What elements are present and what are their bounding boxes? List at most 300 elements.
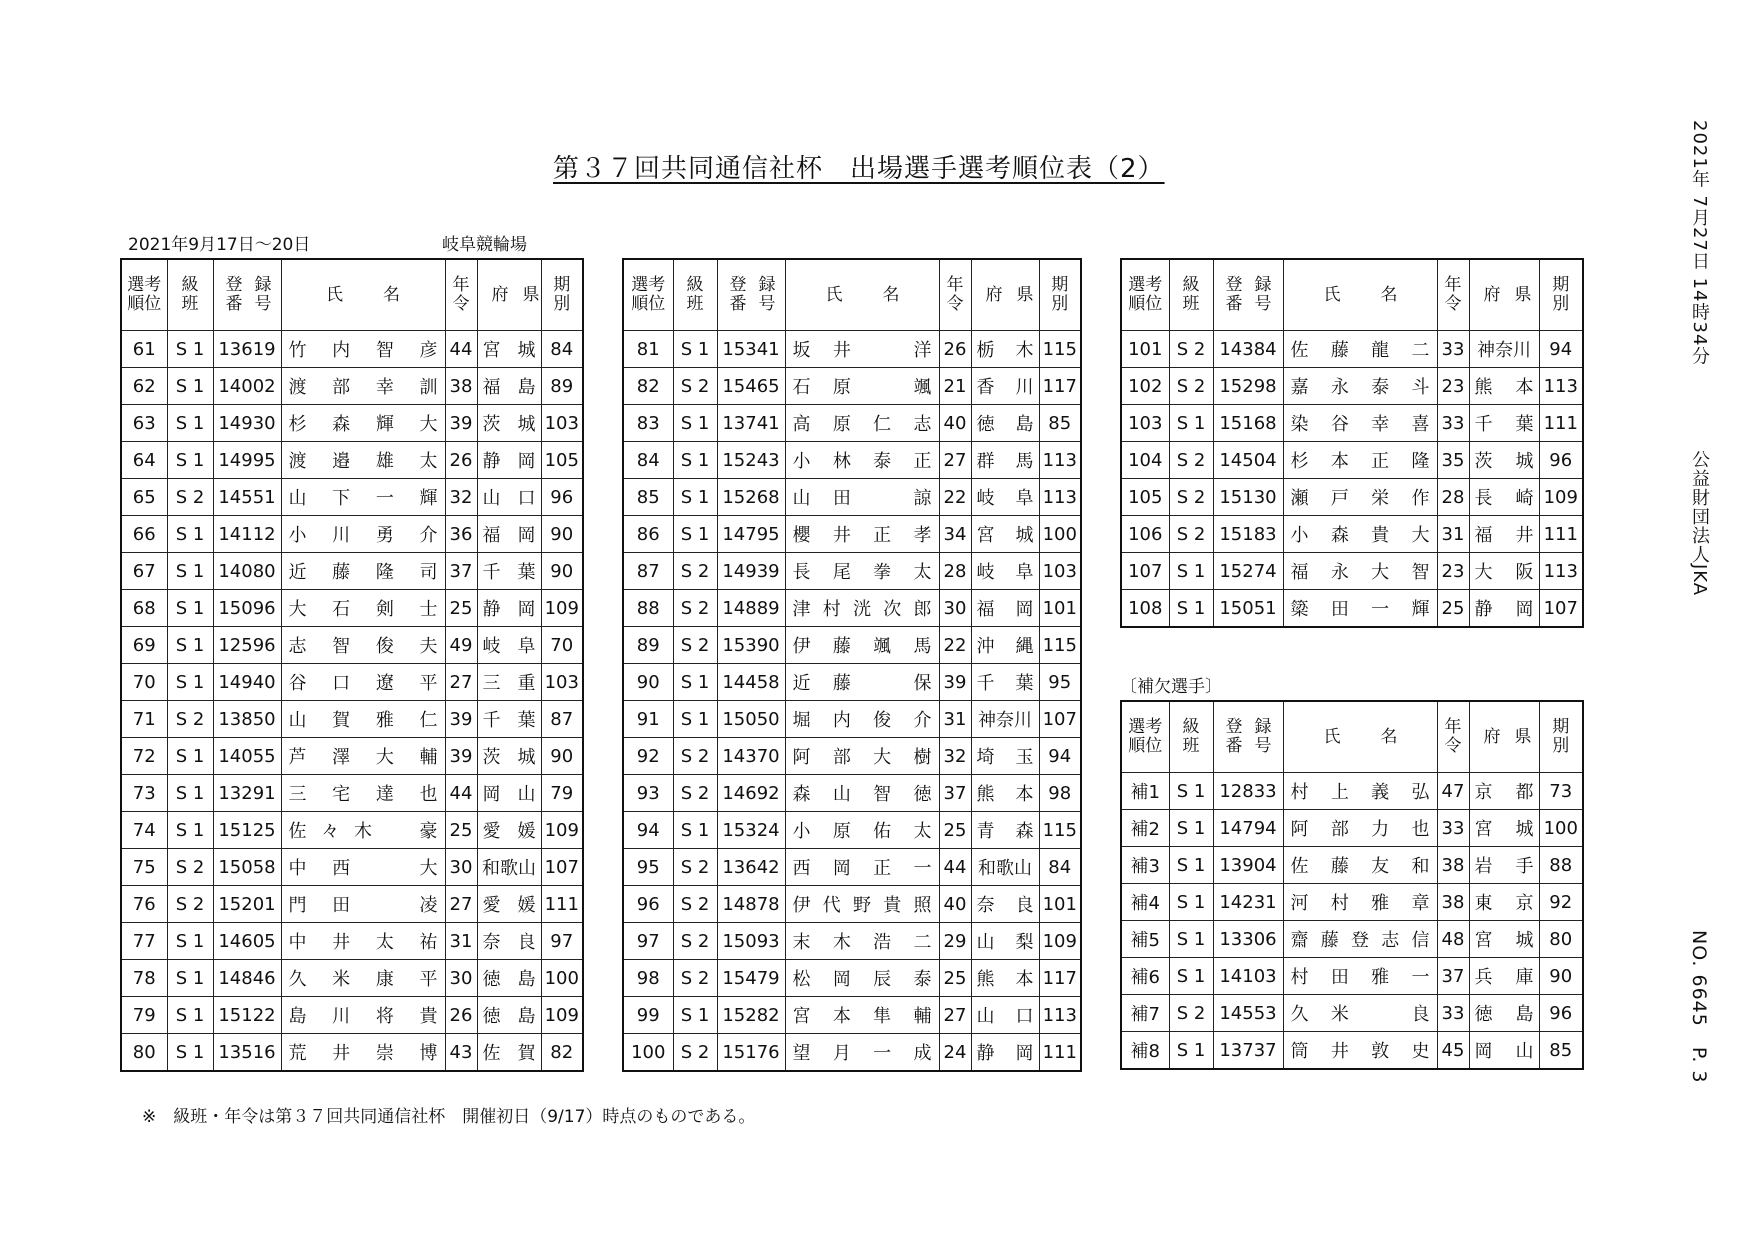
cell-term: 113 xyxy=(1039,997,1081,1034)
cell-rank: 102 xyxy=(1121,368,1169,405)
cell-name: 小森貴大 xyxy=(1283,516,1437,553)
cell-age: 32 xyxy=(939,738,971,775)
cell-age: 22 xyxy=(939,627,971,664)
cell-term: 107 xyxy=(541,849,583,886)
cell-rank: 103 xyxy=(1121,405,1169,442)
cell-term: 92 xyxy=(1539,884,1583,921)
table-row xyxy=(623,553,1081,590)
cell-rank: 92 xyxy=(623,738,673,775)
cell-name: 齋藤登志信 xyxy=(1283,921,1437,958)
cell-name: 渡部幸訓 xyxy=(281,368,445,405)
cell-prefecture: 静岡 xyxy=(971,1034,1039,1072)
cell-name: 堀内俊介 xyxy=(785,701,939,738)
cell-name: 門田 凌 xyxy=(281,886,445,923)
cell-rank: 98 xyxy=(623,960,673,997)
cell-prefecture: 香川 xyxy=(971,368,1039,405)
table-row xyxy=(1121,995,1583,1032)
cell-prefecture: 千葉 xyxy=(477,701,541,738)
cell-age: 25 xyxy=(939,960,971,997)
cell-age: 37 xyxy=(445,553,477,590)
cell-rank: 99 xyxy=(623,997,673,1034)
header-prefecture: 府県 xyxy=(1469,259,1539,331)
cell-age: 31 xyxy=(445,923,477,960)
cell-reg-number: 13516 xyxy=(213,1034,281,1072)
cell-prefecture: 奈良 xyxy=(971,886,1039,923)
cell-rank: 補3 xyxy=(1121,847,1169,884)
cell-rank: 65 xyxy=(121,479,167,516)
header-name: 氏名 xyxy=(1283,259,1437,331)
cell-class: S 1 xyxy=(673,442,717,479)
cell-class: S 1 xyxy=(167,516,213,553)
table-row xyxy=(121,775,583,812)
cell-prefecture: 神奈川 xyxy=(1469,331,1539,368)
cell-term: 88 xyxy=(1539,847,1583,884)
table-row xyxy=(623,701,1081,738)
cell-class: S 1 xyxy=(1169,1032,1213,1070)
cell-term: 117 xyxy=(1039,368,1081,405)
cell-name: 石原 颯 xyxy=(785,368,939,405)
table-row xyxy=(623,479,1081,516)
cell-rank: 69 xyxy=(121,627,167,664)
table-row xyxy=(623,405,1081,442)
cell-name: 近藤 保 xyxy=(785,664,939,701)
cell-age: 33 xyxy=(1437,995,1469,1032)
cell-class: S 1 xyxy=(673,479,717,516)
table-row xyxy=(623,849,1081,886)
cell-rank: 95 xyxy=(623,849,673,886)
cell-reg-number: 15093 xyxy=(717,923,785,960)
cell-prefecture: 千葉 xyxy=(477,553,541,590)
cell-age: 38 xyxy=(1437,847,1469,884)
header-reg-number: 登録 番号 xyxy=(1213,701,1283,773)
cell-reg-number: 15050 xyxy=(717,701,785,738)
header-term: 期 別 xyxy=(1539,259,1583,331)
table-row xyxy=(121,664,583,701)
header-name: 氏名 xyxy=(281,259,445,331)
table-row xyxy=(1121,479,1583,516)
cell-reg-number: 15282 xyxy=(717,997,785,1034)
header-prefecture: 府県 xyxy=(1469,701,1539,773)
cell-age: 23 xyxy=(1437,553,1469,590)
cell-term: 87 xyxy=(541,701,583,738)
cell-rank: 90 xyxy=(623,664,673,701)
cell-reg-number: 13904 xyxy=(1213,847,1283,884)
cell-class: S 1 xyxy=(167,812,213,849)
fax-page-number: NO. 6645 P. 3 xyxy=(1688,930,1710,1084)
cell-name: 渡邉雄太 xyxy=(281,442,445,479)
table-row xyxy=(121,1034,583,1072)
cell-age: 37 xyxy=(1437,958,1469,995)
cell-reg-number: 15176 xyxy=(717,1034,785,1072)
cell-age: 32 xyxy=(445,479,477,516)
header-class: 級 班 xyxy=(167,259,213,331)
cell-term: 109 xyxy=(541,590,583,627)
cell-term: 90 xyxy=(541,516,583,553)
cell-rank: 93 xyxy=(623,775,673,812)
cell-age: 23 xyxy=(1437,368,1469,405)
cell-name: 久米 良 xyxy=(1283,995,1437,1032)
cell-name: 瀬戸栄作 xyxy=(1283,479,1437,516)
cell-name: 山田 諒 xyxy=(785,479,939,516)
cell-name: 中西 大 xyxy=(281,849,445,886)
table-row xyxy=(121,590,583,627)
cell-reg-number: 14103 xyxy=(1213,958,1283,995)
cell-class: S 1 xyxy=(673,516,717,553)
cell-age: 33 xyxy=(1437,405,1469,442)
header-rank: 選考 順位 xyxy=(623,259,673,331)
table-row xyxy=(1121,331,1583,368)
cell-term: 70 xyxy=(541,627,583,664)
header-age: 年 令 xyxy=(1437,701,1469,773)
cell-prefecture: 栃木 xyxy=(971,331,1039,368)
cell-age: 26 xyxy=(445,442,477,479)
cell-class: S 2 xyxy=(167,849,213,886)
cell-prefecture: 福岡 xyxy=(477,516,541,553)
cell-rank: 補8 xyxy=(1121,1032,1169,1070)
header-reg-number: 登録 番号 xyxy=(1213,259,1283,331)
cell-class: S 2 xyxy=(167,886,213,923)
cell-age: 22 xyxy=(939,479,971,516)
cell-term: 109 xyxy=(1539,479,1583,516)
cell-class: S 1 xyxy=(167,331,213,368)
cell-term: 94 xyxy=(1039,738,1081,775)
cell-age: 37 xyxy=(939,775,971,812)
table-row xyxy=(121,627,583,664)
cell-class: S 2 xyxy=(1169,331,1213,368)
cell-term: 100 xyxy=(1539,810,1583,847)
cell-term: 100 xyxy=(541,960,583,997)
cell-prefecture: 宮城 xyxy=(971,516,1039,553)
cell-class: S 1 xyxy=(167,738,213,775)
table-row xyxy=(1121,553,1583,590)
cell-term: 111 xyxy=(1539,405,1583,442)
cell-rank: 66 xyxy=(121,516,167,553)
cell-name: 久米康平 xyxy=(281,960,445,997)
cell-rank: 84 xyxy=(623,442,673,479)
cell-term: 98 xyxy=(1039,775,1081,812)
cell-term: 109 xyxy=(541,812,583,849)
cell-name: 望月一成 xyxy=(785,1034,939,1072)
cell-rank: 補6 xyxy=(1121,958,1169,995)
cell-rank: 106 xyxy=(1121,516,1169,553)
cell-age: 34 xyxy=(939,516,971,553)
cell-age: 26 xyxy=(445,997,477,1034)
cell-term: 113 xyxy=(1539,553,1583,590)
table-row xyxy=(1121,847,1583,884)
cell-prefecture: 熊本 xyxy=(971,960,1039,997)
cell-term: 85 xyxy=(1539,1032,1583,1070)
cell-reg-number: 15465 xyxy=(717,368,785,405)
cell-class: S 2 xyxy=(673,923,717,960)
table-row xyxy=(1121,590,1583,628)
cell-rank: 100 xyxy=(623,1034,673,1072)
cell-reg-number: 14795 xyxy=(717,516,785,553)
cell-term: 73 xyxy=(1539,773,1583,810)
cell-term: 101 xyxy=(1039,590,1081,627)
cell-name: 嘉永泰斗 xyxy=(1283,368,1437,405)
cell-reg-number: 15268 xyxy=(717,479,785,516)
cell-prefecture: 徳島 xyxy=(1469,995,1539,1032)
cell-age: 31 xyxy=(939,701,971,738)
cell-rank: 104 xyxy=(1121,442,1169,479)
cell-rank: 70 xyxy=(121,664,167,701)
cell-term: 84 xyxy=(1039,849,1081,886)
table-row xyxy=(121,960,583,997)
cell-age: 44 xyxy=(445,331,477,368)
cell-class: S 2 xyxy=(673,886,717,923)
cell-name: 簗田一輝 xyxy=(1283,590,1437,628)
cell-name: 荒井崇博 xyxy=(281,1034,445,1072)
cell-prefecture: 山口 xyxy=(477,479,541,516)
cell-reg-number: 15274 xyxy=(1213,553,1283,590)
cell-class: S 1 xyxy=(167,553,213,590)
table-row xyxy=(1121,958,1583,995)
cell-name: 村田雅一 xyxy=(1283,958,1437,995)
header-reg-number: 登録 番号 xyxy=(213,259,281,331)
cell-prefecture: 岐阜 xyxy=(971,553,1039,590)
cell-rank: 77 xyxy=(121,923,167,960)
cell-reg-number: 14551 xyxy=(213,479,281,516)
cell-rank: 補7 xyxy=(1121,995,1169,1032)
cell-term: 115 xyxy=(1039,331,1081,368)
cell-class: S 1 xyxy=(167,368,213,405)
cell-term: 79 xyxy=(541,775,583,812)
cell-reg-number: 15122 xyxy=(213,997,281,1034)
cell-rank: 105 xyxy=(1121,479,1169,516)
cell-name: 福永大智 xyxy=(1283,553,1437,590)
cell-term: 105 xyxy=(541,442,583,479)
cell-reg-number: 15298 xyxy=(1213,368,1283,405)
header-rank: 選考 順位 xyxy=(1121,259,1169,331)
table-row xyxy=(121,812,583,849)
cell-prefecture: 熊本 xyxy=(1469,368,1539,405)
header-prefecture: 府県 xyxy=(477,259,541,331)
cell-reg-number: 15243 xyxy=(717,442,785,479)
cell-prefecture: 山口 xyxy=(971,997,1039,1034)
cell-term: 82 xyxy=(541,1034,583,1072)
table-row xyxy=(623,442,1081,479)
cell-reg-number: 12833 xyxy=(1213,773,1283,810)
cell-prefecture: 和歌山 xyxy=(971,849,1039,886)
cell-name: 三宅達也 xyxy=(281,775,445,812)
cell-rank: 補1 xyxy=(1121,773,1169,810)
cell-prefecture: 宮城 xyxy=(1469,921,1539,958)
cell-age: 38 xyxy=(445,368,477,405)
cell-age: 49 xyxy=(445,627,477,664)
cell-reg-number: 14995 xyxy=(213,442,281,479)
table-row xyxy=(1121,1032,1583,1070)
cell-reg-number: 15390 xyxy=(717,627,785,664)
cell-prefecture: 奈良 xyxy=(477,923,541,960)
ranking-table-101-108 xyxy=(1120,258,1584,628)
table-row xyxy=(121,923,583,960)
cell-term: 115 xyxy=(1039,812,1081,849)
table-row xyxy=(623,997,1081,1034)
cell-prefecture: 岡山 xyxy=(1469,1032,1539,1070)
cell-class: S 2 xyxy=(1169,442,1213,479)
cell-name: 志智俊夫 xyxy=(281,627,445,664)
cell-class: S 1 xyxy=(1169,590,1213,628)
cell-rank: 97 xyxy=(623,923,673,960)
cell-class: S 1 xyxy=(673,331,717,368)
cell-rank: 85 xyxy=(623,479,673,516)
table-row xyxy=(1121,884,1583,921)
header-class: 級 班 xyxy=(1169,259,1213,331)
cell-age: 44 xyxy=(939,849,971,886)
cell-name: 小川勇介 xyxy=(281,516,445,553)
cell-prefecture: 沖縄 xyxy=(971,627,1039,664)
cell-prefecture: 徳島 xyxy=(477,997,541,1034)
header-class: 級 班 xyxy=(673,259,717,331)
cell-rank: 101 xyxy=(1121,331,1169,368)
cell-rank: 75 xyxy=(121,849,167,886)
table-row xyxy=(121,886,583,923)
cell-age: 40 xyxy=(939,886,971,923)
table-row xyxy=(623,923,1081,960)
cell-age: 29 xyxy=(939,923,971,960)
cell-class: S 1 xyxy=(673,701,717,738)
cell-name: 小林泰正 xyxy=(785,442,939,479)
cell-prefecture: 青森 xyxy=(971,812,1039,849)
cell-reg-number: 14939 xyxy=(717,553,785,590)
header-age: 年 令 xyxy=(939,259,971,331)
header-name: 氏名 xyxy=(785,259,939,331)
cell-term: 103 xyxy=(541,664,583,701)
table-row xyxy=(623,627,1081,664)
cell-reg-number: 14231 xyxy=(1213,884,1283,921)
cell-rank: 91 xyxy=(623,701,673,738)
table-row xyxy=(623,1034,1081,1072)
cell-term: 90 xyxy=(541,553,583,590)
cell-name: 杉本正隆 xyxy=(1283,442,1437,479)
table-row xyxy=(623,812,1081,849)
cell-prefecture: 福井 xyxy=(1469,516,1539,553)
cell-reg-number: 14370 xyxy=(717,738,785,775)
cell-rank: 88 xyxy=(623,590,673,627)
table-header-row xyxy=(1121,259,1583,331)
table-row xyxy=(623,738,1081,775)
cell-name: 山賀雅仁 xyxy=(281,701,445,738)
cell-class: S 2 xyxy=(1169,479,1213,516)
cell-age: 40 xyxy=(939,405,971,442)
cell-age: 43 xyxy=(445,1034,477,1072)
cell-age: 27 xyxy=(939,442,971,479)
cell-age: 27 xyxy=(445,664,477,701)
table-row xyxy=(623,664,1081,701)
cell-rank: 94 xyxy=(623,812,673,849)
cell-rank: 64 xyxy=(121,442,167,479)
cell-reg-number: 15168 xyxy=(1213,405,1283,442)
cell-rank: 83 xyxy=(623,405,673,442)
cell-rank: 73 xyxy=(121,775,167,812)
cell-name: 山下一輝 xyxy=(281,479,445,516)
header-age: 年 令 xyxy=(445,259,477,331)
table-row xyxy=(623,775,1081,812)
cell-term: 95 xyxy=(1039,664,1081,701)
table-row xyxy=(121,701,583,738)
cell-reg-number: 15130 xyxy=(1213,479,1283,516)
cell-age: 39 xyxy=(939,664,971,701)
fax-timestamp: 2021年 7月27日 14時34分 xyxy=(1689,120,1710,366)
cell-term: 111 xyxy=(1539,516,1583,553)
table-row xyxy=(1121,810,1583,847)
cell-age: 35 xyxy=(1437,442,1469,479)
cell-name: 中井太祐 xyxy=(281,923,445,960)
cell-class: S 1 xyxy=(167,590,213,627)
table-row xyxy=(623,331,1081,368)
cell-rank: 補4 xyxy=(1121,884,1169,921)
cell-prefecture: 宮城 xyxy=(477,331,541,368)
cell-name: 大石剣士 xyxy=(281,590,445,627)
cell-age: 47 xyxy=(1437,773,1469,810)
cell-reg-number: 14384 xyxy=(1213,331,1283,368)
cell-age: 36 xyxy=(445,516,477,553)
cell-prefecture: 愛媛 xyxy=(477,812,541,849)
cell-reg-number: 13291 xyxy=(213,775,281,812)
cell-class: S 1 xyxy=(673,997,717,1034)
header-rank: 選考 順位 xyxy=(1121,701,1169,773)
cell-term: 90 xyxy=(541,738,583,775)
table-row xyxy=(121,849,583,886)
cell-reg-number: 15051 xyxy=(1213,590,1283,628)
cell-class: S 2 xyxy=(673,849,717,886)
table-row xyxy=(121,405,583,442)
cell-prefecture: 岐阜 xyxy=(971,479,1039,516)
table-row xyxy=(1121,921,1583,958)
ranking-table-81-100 xyxy=(622,258,1082,1072)
cell-name: 松岡辰泰 xyxy=(785,960,939,997)
cell-prefecture: 長崎 xyxy=(1469,479,1539,516)
footnote: ※ 級班・年令は第３７回共同通信社杯 開催初日（9/17）時点のものである。 xyxy=(142,1107,756,1127)
table-row xyxy=(623,886,1081,923)
cell-rank: 補2 xyxy=(1121,810,1169,847)
cell-name: 佐藤友和 xyxy=(1283,847,1437,884)
page-title: 第３７回共同通信社杯 出場選手選考順位表（2） xyxy=(553,154,1165,184)
cell-term: 101 xyxy=(1039,886,1081,923)
cell-age: 27 xyxy=(939,997,971,1034)
cell-class: S 1 xyxy=(167,442,213,479)
cell-prefecture: 岩手 xyxy=(1469,847,1539,884)
cell-rank: 63 xyxy=(121,405,167,442)
cell-rank: 68 xyxy=(121,590,167,627)
cell-name: 津村洸次郎 xyxy=(785,590,939,627)
table-header-row xyxy=(121,259,583,331)
cell-prefecture: 徳島 xyxy=(971,405,1039,442)
cell-prefecture: 山梨 xyxy=(971,923,1039,960)
cell-class: S 2 xyxy=(673,627,717,664)
cell-age: 33 xyxy=(1437,810,1469,847)
cell-rank: 96 xyxy=(623,886,673,923)
cell-prefecture: 熊本 xyxy=(971,775,1039,812)
cell-age: 39 xyxy=(445,738,477,775)
cell-class: S 2 xyxy=(1169,368,1213,405)
cell-reg-number: 15479 xyxy=(717,960,785,997)
cell-class: S 1 xyxy=(1169,921,1213,958)
cell-name: 宮本隼輔 xyxy=(785,997,939,1034)
cell-prefecture: 千葉 xyxy=(1469,405,1539,442)
cell-prefecture: 福岡 xyxy=(971,590,1039,627)
cell-name: 西岡正一 xyxy=(785,849,939,886)
cell-reg-number: 13642 xyxy=(717,849,785,886)
cell-term: 107 xyxy=(1539,590,1583,628)
cell-term: 109 xyxy=(541,997,583,1034)
cell-rank: 81 xyxy=(623,331,673,368)
substitutes-label: 〔補欠選手〕 xyxy=(1120,677,1222,697)
table-row xyxy=(121,442,583,479)
substitutes-table xyxy=(1120,700,1584,1070)
table-row xyxy=(1121,405,1583,442)
cell-reg-number: 14846 xyxy=(213,960,281,997)
